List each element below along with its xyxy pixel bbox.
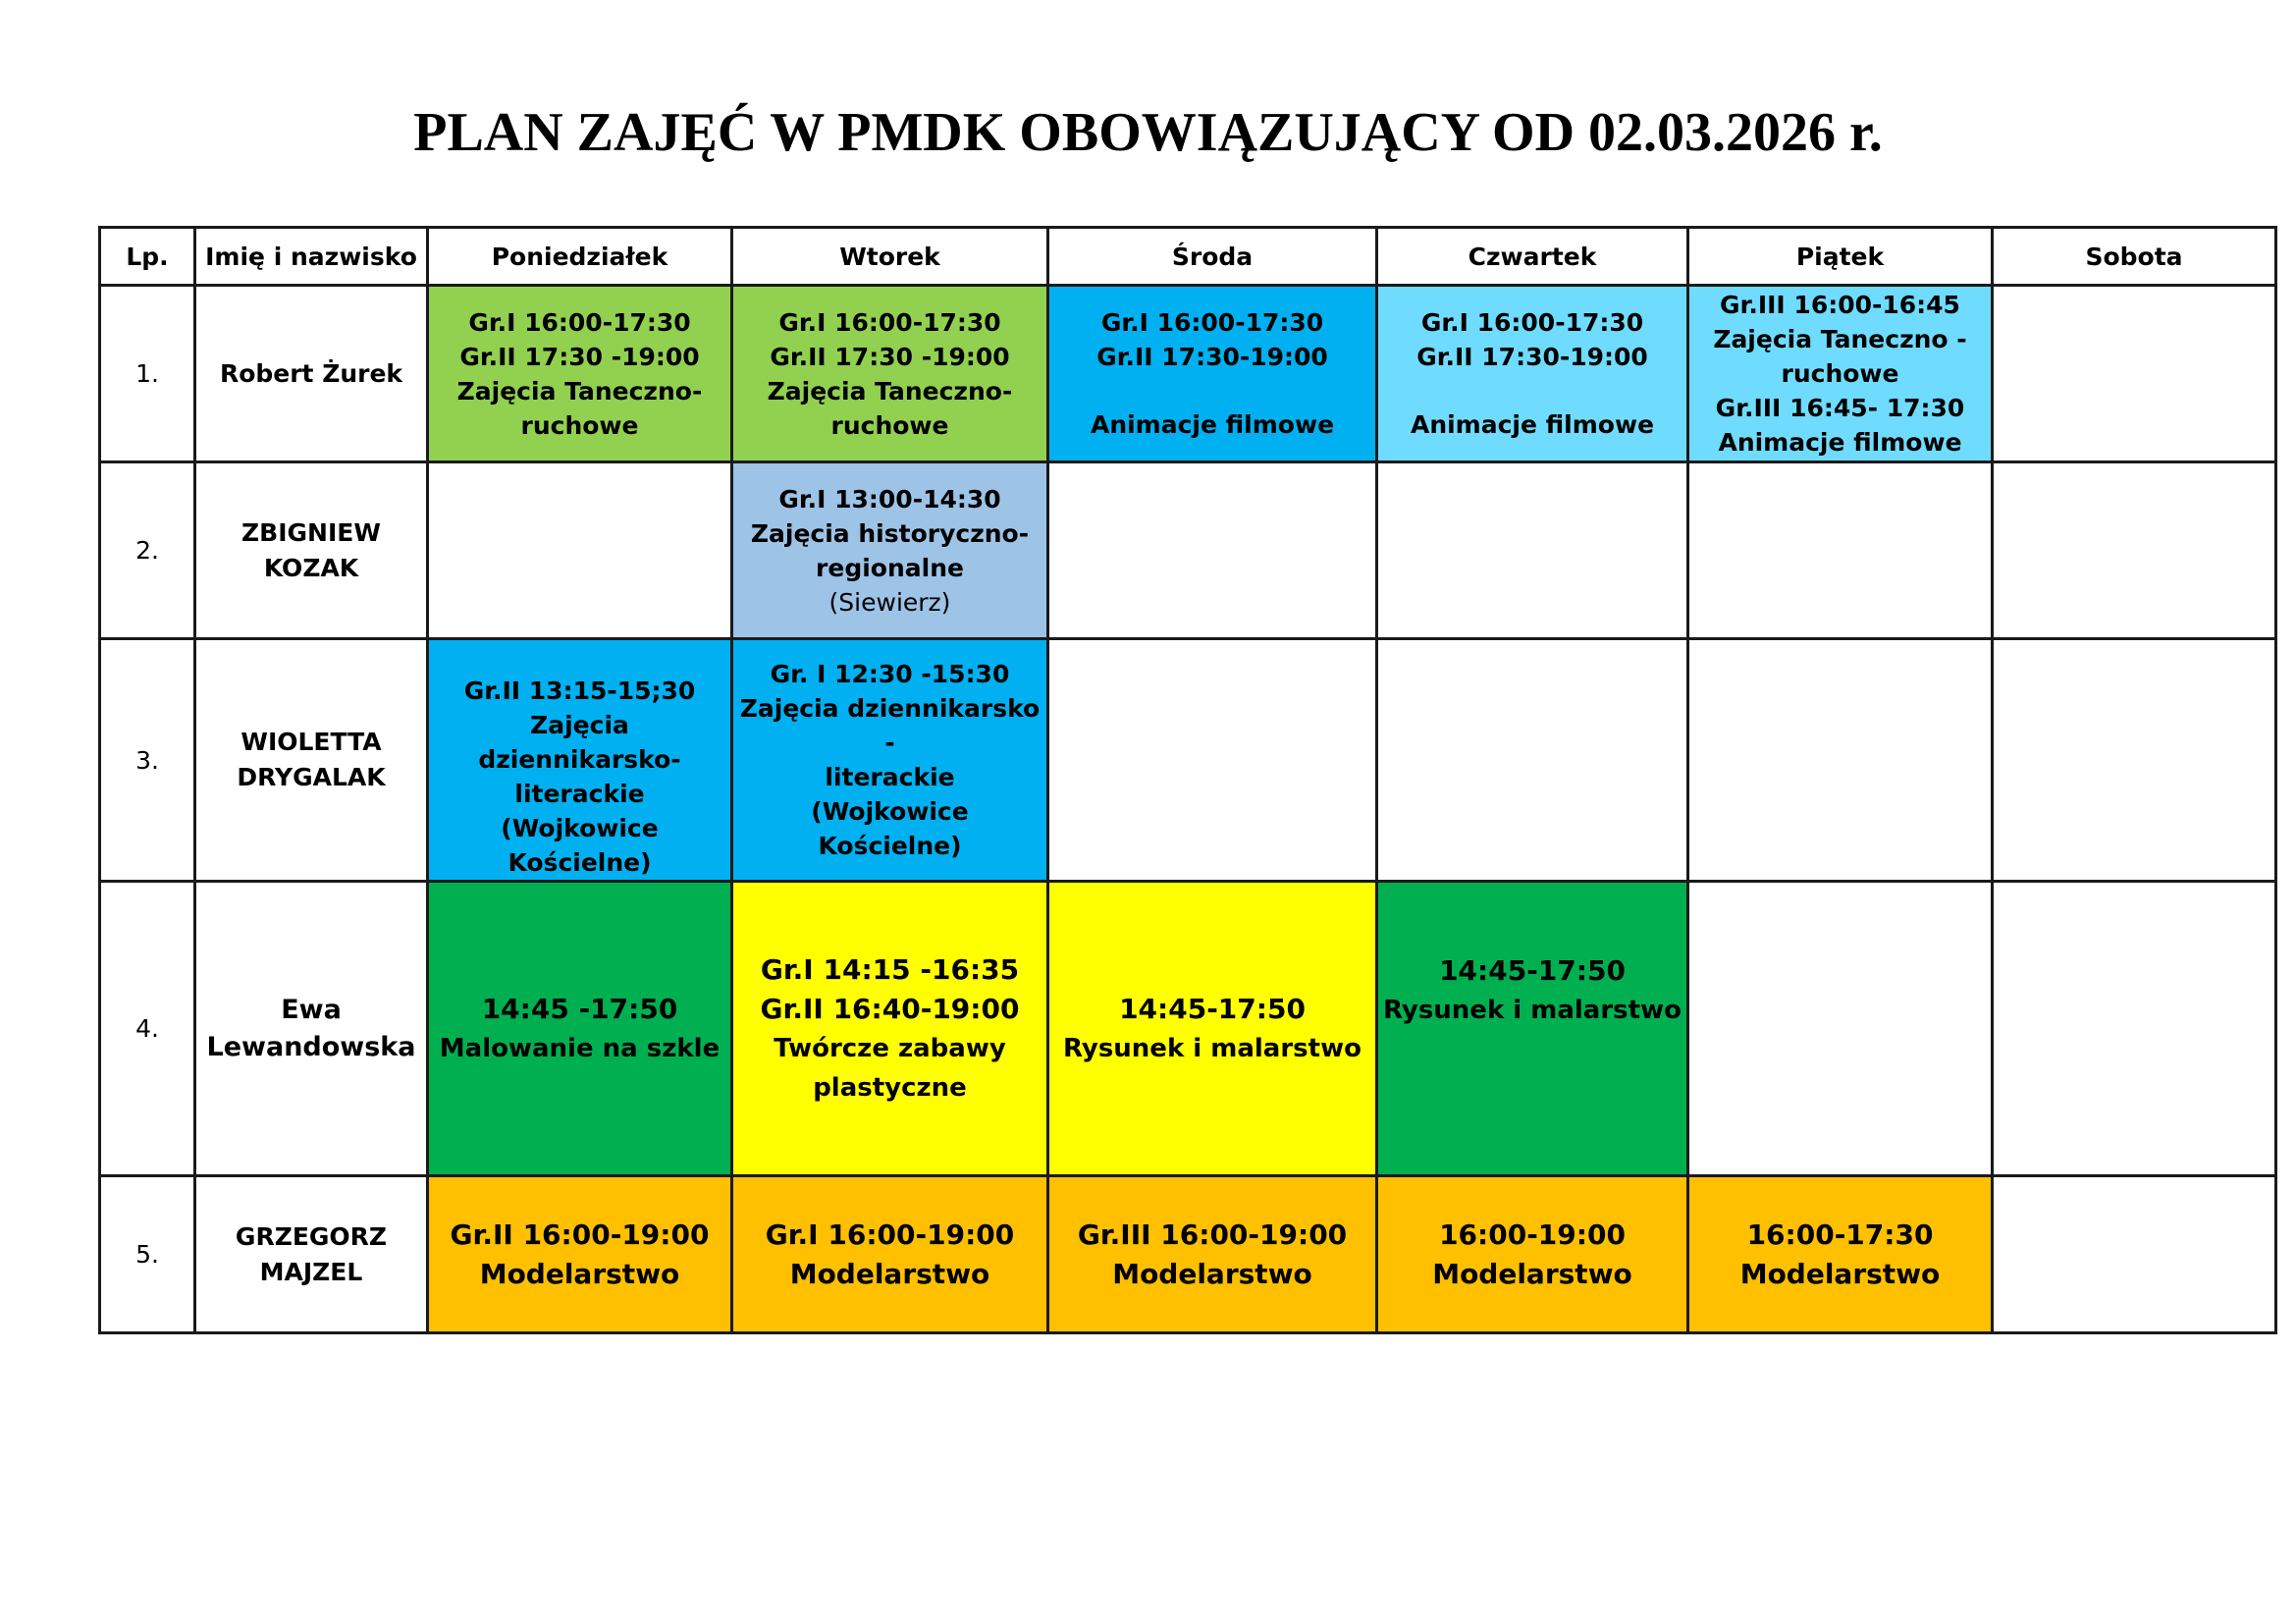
class-line: Gr.II 16:00-19:00 — [450, 1218, 710, 1251]
class-cell-wednesday — [1048, 1176, 1377, 1333]
class-cell-thursday — [1377, 882, 1688, 1176]
header-monday: Poniedziałek — [428, 228, 732, 286]
class-line: Zajęcia historyczno- — [750, 518, 1030, 548]
class-line: Gr.I 16:00-19:00 — [765, 1218, 1015, 1251]
teacher-name-cell — [195, 1176, 428, 1333]
class-cell-tuesday — [732, 882, 1048, 1176]
header-row — [100, 228, 2276, 286]
class-cell-friday — [1688, 882, 1993, 1176]
lp-cell: 3. — [100, 639, 195, 882]
lp-cell: 4. — [100, 882, 195, 1176]
class-line: Twórcze zabawy — [774, 1033, 1006, 1063]
class-cell-wednesday — [1048, 462, 1377, 639]
class-line: Rysunek i malarstwo — [1063, 1033, 1362, 1063]
lp-cell: 2. — [100, 462, 195, 639]
teacher-name-cell — [195, 462, 428, 639]
table-row-1 — [100, 286, 2276, 462]
class-cell-thursday — [1377, 639, 1688, 882]
class-line: Gr.I 14:15 -16:35 — [760, 952, 1020, 986]
class-cell-friday — [1688, 462, 1993, 639]
class-line: Rysunek i malarstwo — [1383, 996, 1682, 1025]
class-line: Modelarstwo — [1112, 1257, 1312, 1290]
class-line: Zajęcia Taneczno- — [456, 376, 703, 406]
class-line: 14:45-17:50 — [1439, 954, 1626, 987]
class-cell-monday — [428, 1176, 732, 1333]
class-line: 16:00-19:00 — [1439, 1218, 1626, 1251]
class-line: Gr.I 16:00-17:30 — [778, 307, 1001, 337]
class-line: Modelarstwo — [789, 1257, 990, 1290]
teacher-name-line: Lewandowska — [206, 1031, 416, 1062]
class-cell-saturday — [1993, 1176, 2276, 1333]
class-cell-saturday — [1993, 882, 2276, 1176]
lp-cell: 1. — [100, 286, 195, 462]
class-cell-tuesday — [732, 286, 1048, 462]
class-cell-monday — [428, 882, 732, 1176]
class-line: (Wojkowice Kościelne) — [811, 797, 969, 860]
teacher-name-line: ZBIGNIEW — [241, 517, 381, 547]
class-line: Gr.II 17:30 -19:00 — [770, 342, 1010, 371]
class-line: (Wojkowice Kościelne) — [501, 814, 659, 877]
class-cell-wednesday — [1048, 286, 1377, 462]
class-line: Gr.I 16:00-17:30 — [468, 307, 691, 337]
class-line: ruchowe — [830, 410, 949, 440]
page-title: PLAN ZAJĘĆ W PMDK OBOWIĄZUJĄCY OD 02.03.2026 r. — [413, 102, 1883, 163]
class-cell-monday — [428, 462, 732, 639]
class-cell-thursday — [1377, 462, 1688, 639]
class-line: Zajęcia dziennikarsko - — [739, 694, 1041, 757]
class-line: Gr.III 16:45- 17:30 — [1715, 394, 1965, 422]
class-line: regionalne — [816, 553, 964, 582]
class-cell-thursday — [1377, 286, 1688, 462]
class-line: Gr.I 13:00-14:30 — [778, 484, 1001, 514]
class-line: plastyczne — [813, 1072, 967, 1103]
class-line: Animacje filmowe — [1090, 410, 1335, 439]
class-line: Gr. I 12:30 -15:30 — [770, 660, 1010, 688]
class-cell-saturday — [1993, 639, 2276, 882]
class-line: Gr.I 16:00-17:30 — [1100, 308, 1324, 337]
header-lp: Lp. — [100, 228, 195, 286]
class-cell-wednesday — [1048, 882, 1377, 1176]
class-line: literackie — [514, 780, 645, 808]
class-line: Modelarstwo — [479, 1257, 680, 1290]
spacer — [1053, 374, 1371, 407]
teacher-name-line: DRYGALAK — [237, 763, 386, 791]
class-line: ruchowe — [520, 410, 639, 440]
header-saturday: Sobota — [1993, 228, 2276, 286]
class-cell-friday — [1688, 1176, 1993, 1333]
teacher-name-line: GRZEGORZ — [235, 1221, 388, 1251]
class-line: Gr.II 17:30-19:00 — [1096, 343, 1328, 371]
header-name: Imię i nazwisko — [195, 228, 428, 286]
table-row-2 — [100, 462, 2276, 639]
class-line: Zajęcia Taneczno- — [767, 376, 1013, 406]
teacher-name-line: Ewa — [281, 994, 342, 1025]
table-row-5 — [100, 1176, 2276, 1333]
class-cell-monday — [428, 286, 732, 462]
class-cell-monday — [428, 639, 732, 882]
header-friday: Piątek — [1688, 228, 1993, 286]
teacher-name-line: KOZAK — [263, 553, 359, 582]
header-tuesday: Wtorek — [732, 228, 1048, 286]
class-line: Modelarstwo — [1432, 1257, 1632, 1290]
class-line: Animacje filmowe — [1410, 410, 1655, 439]
teacher-name-line: Robert Żurek — [219, 358, 403, 388]
teacher-name-cell — [195, 639, 428, 882]
spacer — [433, 640, 726, 674]
class-line: Gr.II 16:40-19:00 — [760, 992, 1020, 1025]
class-line: 14:45-17:50 — [1119, 992, 1306, 1025]
class-line: Zajęcia dziennikarsko- — [478, 711, 681, 774]
class-cell-friday — [1688, 639, 1993, 882]
class-line: 14:45 -17:50 — [481, 992, 678, 1025]
teacher-name-line: WIOLETTA — [240, 728, 382, 756]
class-line: 16:00-17:30 — [1746, 1218, 1934, 1251]
class-line: Zajęcia Taneczno - — [1713, 325, 1967, 353]
class-line: Modelarstwo — [1739, 1257, 1941, 1290]
class-cell-saturday — [1993, 286, 2276, 462]
class-line: (Siewierz) — [828, 587, 951, 617]
class-line: Gr.III 16:00-19:00 — [1077, 1218, 1348, 1251]
header-thursday: Czwartek — [1377, 228, 1688, 286]
class-cell-saturday — [1993, 462, 2276, 639]
class-cell-thursday — [1377, 1176, 1688, 1333]
class-cell-tuesday — [732, 639, 1048, 882]
spacer — [1382, 374, 1682, 407]
teacher-name-line: MAJZEL — [259, 1257, 363, 1286]
class-line: Animacje filmowe — [1718, 428, 1962, 457]
class-line: Gr.II 17:30-19:00 — [1416, 343, 1648, 371]
teacher-name-cell — [195, 286, 428, 462]
class-line: Gr.III 16:00-16:45 — [1720, 291, 1960, 319]
class-cell-tuesday — [732, 462, 1048, 639]
class-line: Malowanie na szkle — [439, 1033, 721, 1063]
class-cell-wednesday — [1048, 639, 1377, 882]
class-line: Gr.II 17:30 -19:00 — [459, 342, 700, 371]
lp-cell: 5. — [100, 1176, 195, 1333]
class-line: ruchowe — [1781, 359, 1899, 388]
class-line: literackie — [825, 763, 955, 791]
class-line: Gr.II 13:15-15;30 — [463, 677, 696, 705]
table-row-4 — [100, 882, 2276, 1176]
teacher-name-cell — [195, 882, 428, 1176]
table-row-3 — [100, 639, 2276, 882]
schedule-table — [98, 226, 2277, 1334]
class-cell-tuesday — [732, 1176, 1048, 1333]
class-line: Gr.I 16:00-17:30 — [1420, 308, 1644, 337]
header-wednesday: Środa — [1048, 228, 1377, 286]
class-cell-friday — [1688, 286, 1993, 462]
